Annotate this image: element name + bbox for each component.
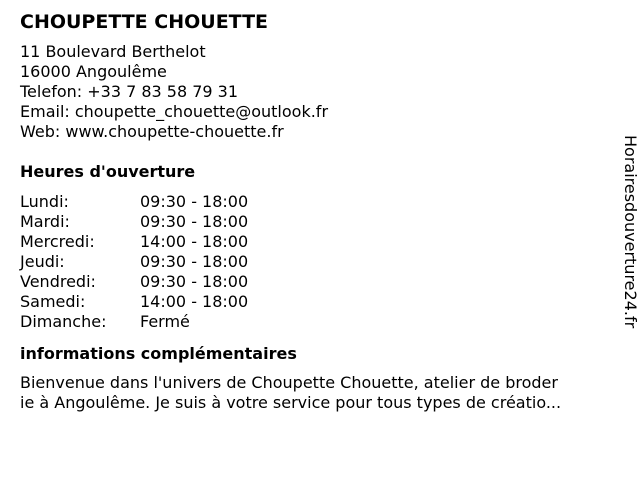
info-title: informations complémentaires: [20, 344, 297, 363]
hours-time: 09:30 - 18:00: [140, 272, 249, 291]
hours-row-wednesday: [20, 232, 610, 252]
hours-day: Lundi:: [20, 192, 69, 211]
hours-row-friday: [20, 272, 610, 292]
hours-time: 14:00 - 18:00: [140, 292, 249, 311]
hours-row-monday: [20, 192, 610, 212]
hours-time: 09:30 - 18:00: [140, 192, 249, 211]
email: Email: choupette_chouette@outlook.fr: [20, 102, 329, 121]
hours-day: Jeudi:: [20, 252, 65, 271]
hours-table: [20, 192, 610, 332]
hours-time: Fermé: [140, 312, 190, 331]
site-watermark: Horairesdouverture24.fr: [621, 135, 640, 329]
hours-time: 09:30 - 18:00: [140, 212, 249, 231]
business-card: [20, 10, 610, 413]
hours-day: Dimanche:: [20, 312, 107, 331]
hours-day: Mardi:: [20, 212, 70, 231]
hours-title: Heures d'ouverture: [20, 162, 196, 181]
hours-day: Vendredi:: [20, 272, 96, 291]
phone: Telefon: +33 7 83 58 79 31: [20, 82, 239, 101]
hours-row-thursday: [20, 252, 610, 272]
info-description: [20, 373, 610, 413]
hours-row-saturday: [20, 292, 610, 312]
address-line-1: 11 Boulevard Berthelot: [20, 42, 206, 61]
address-line-2: 16000 Angoulême: [20, 62, 167, 81]
info-line-1: Bienvenue dans l'univers de Choupette Chouette, atelier de broder: [20, 373, 558, 392]
hours-day: Mercredi:: [20, 232, 95, 251]
hours-row-sunday: [20, 312, 610, 332]
hours-time: 14:00 - 18:00: [140, 232, 249, 251]
info-line-2: ie à Angoulême. Je suis à votre service pour tous types de créatio...: [20, 393, 562, 412]
hours-day: Samedi:: [20, 292, 86, 311]
website: Web: www.choupette-chouette.fr: [20, 122, 284, 141]
hours-time: 09:30 - 18:00: [140, 252, 249, 271]
hours-row-tuesday: [20, 212, 610, 232]
business-name: CHOUPETTE CHOUETTE: [20, 11, 269, 33]
